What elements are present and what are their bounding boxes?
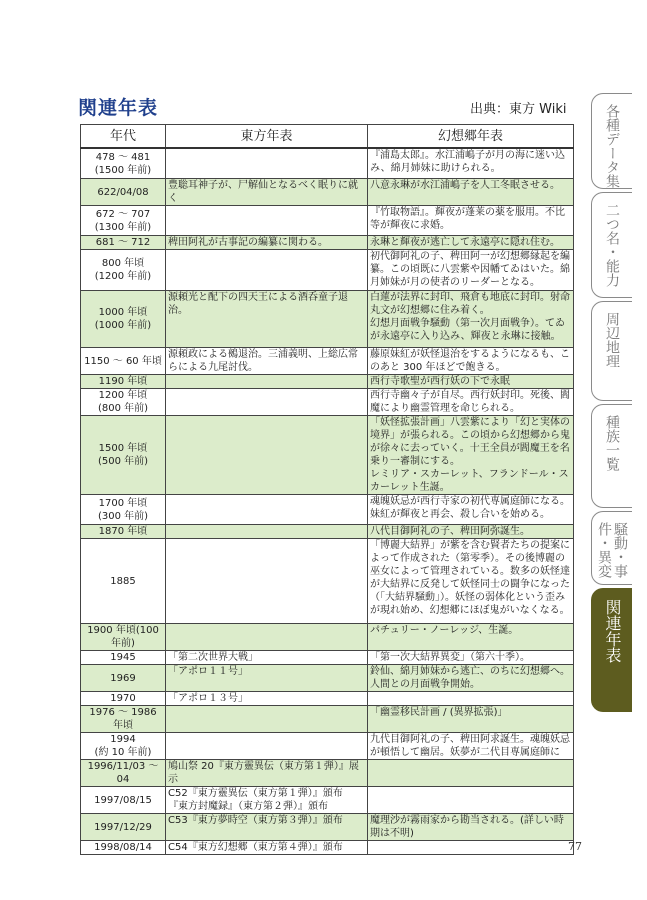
table-row bbox=[81, 179, 574, 206]
touhou-cell bbox=[166, 624, 368, 651]
year-cell: 1190 年頃 bbox=[81, 375, 166, 389]
column-header-gensokyo: 幻想郷年表 bbox=[368, 125, 574, 149]
touhou-cell bbox=[166, 706, 368, 733]
touhou-cell: 源頼政による鵺退治。三浦義明、上総広常らによる九尾討伐。 bbox=[166, 348, 368, 375]
year-cell: 1945 bbox=[81, 651, 166, 665]
touhou-cell: 豊聡耳神子が、尸解仙となるべく眠りに就く bbox=[166, 179, 368, 206]
page-number: 77 bbox=[568, 840, 582, 853]
year-cell: 1970 bbox=[81, 692, 166, 706]
year-cell: 672 ～ 707 (1300 年前) bbox=[81, 206, 166, 236]
page-title: 関連年表 bbox=[78, 97, 159, 119]
tab-3[interactable]: 周辺地理 bbox=[591, 301, 632, 401]
gensokyo-cell: 白蓮が法界に封印、飛倉も地底に封印。射命丸文が幻想郷に住み着く。 幻想月面戦争騒動（第一次月面戦争）。てゐが永遠亭に入り込み、輝夜と永琳に接触。 bbox=[368, 291, 574, 348]
touhou-cell bbox=[166, 733, 368, 760]
gensokyo-cell: 八代目御阿礼の子、稗田阿弥誕生。 bbox=[368, 525, 574, 539]
touhou-cell bbox=[166, 250, 368, 291]
year-cell: 478 ～ 481 (1500 年前) bbox=[81, 148, 166, 179]
gensokyo-cell: 「博麗大結界」が紫を含む賢者たちの提案によって作成された（第零季）。その後博麗の巫女によって管理されている。数多の妖怪達が大結界に反発して妖怪同士の闘争になった（「大結界騒動」）。妖怪の弱体化という歪みが現れ始め、幻想郷にほぼ鬼がいなくなる。 bbox=[368, 539, 574, 624]
tab-2[interactable]: 二つ名・能力 bbox=[591, 192, 632, 298]
year-cell: 1000 年頃 (1000 年前) bbox=[81, 291, 166, 348]
year-cell: 1994 (約 10 年前) bbox=[81, 733, 166, 760]
touhou-cell bbox=[166, 389, 368, 416]
table-row bbox=[81, 651, 574, 665]
gensokyo-cell: 八意永琳が水江浦嶋子を人工冬眠させる。 bbox=[368, 179, 574, 206]
year-cell: 1885 bbox=[81, 539, 166, 624]
table-row bbox=[81, 375, 574, 389]
gensokyo-cell: 『浦島太郎』。水江浦嶋子が月の海に迷い込み、綿月姉妹に助けられる。 bbox=[368, 148, 574, 179]
year-cell: 800 年頃 (1200 年前) bbox=[81, 250, 166, 291]
table-row bbox=[81, 787, 574, 814]
year-cell: 622/04/08 bbox=[81, 179, 166, 206]
year-cell: 1700 年頃 (300 年前) bbox=[81, 495, 166, 525]
year-cell: 1200 年頃 (800 年前) bbox=[81, 389, 166, 416]
gensokyo-cell: 九代目御阿礼の子、稗田阿求誕生。魂魄妖忌が頓悟して幽居。妖夢が二代目専属庭師に bbox=[368, 733, 574, 760]
tab-5[interactable]: 騒動・事件・異変 bbox=[591, 511, 632, 585]
table-row bbox=[81, 236, 574, 250]
gensokyo-cell bbox=[368, 787, 574, 814]
year-cell: 1870 年頃 bbox=[81, 525, 166, 539]
table-row bbox=[81, 692, 574, 706]
touhou-cell bbox=[166, 206, 368, 236]
table-row bbox=[81, 841, 574, 855]
gensokyo-cell: パチュリー・ノーレッジ、生誕。 bbox=[368, 624, 574, 651]
table-row bbox=[81, 665, 574, 692]
year-cell: 1998/08/14 bbox=[81, 841, 166, 855]
column-header-era: 年代 bbox=[81, 125, 166, 149]
tab-4[interactable]: 種族一覧 bbox=[591, 404, 632, 508]
gensokyo-cell: 西行寺幽々子が自尽。西行妖封印。死後、閻魔により幽霊管理を命じられる。 bbox=[368, 389, 574, 416]
column-header-touhou: 東方年表 bbox=[166, 125, 368, 149]
gensokyo-cell: 『竹取物語』。輝夜が蓬莱の薬を服用。不比等が輝夜に求婚。 bbox=[368, 206, 574, 236]
table-header-row bbox=[81, 125, 574, 149]
year-cell: 1997/12/29 bbox=[81, 814, 166, 841]
table-row bbox=[81, 539, 574, 624]
touhou-cell: C52『東方靈異伝（東方第１弾）』頒布 『東方封魔録』（東方第２弾）』頒布 bbox=[166, 787, 368, 814]
gensokyo-cell: 「第一次大結界異変」（第六十季）。 bbox=[368, 651, 574, 665]
gensokyo-cell: 「幽霊移民計画 / (異界拡張)」 bbox=[368, 706, 574, 733]
touhou-cell: 「第二次世界大戦」 bbox=[166, 651, 368, 665]
touhou-cell: 鳩山祭 20『東方靈異伝（東方第１弾）』展示 bbox=[166, 760, 368, 787]
table-row bbox=[81, 291, 574, 348]
touhou-cell: C53『東方夢時空（東方第３弾）』頒布 bbox=[166, 814, 368, 841]
table-row bbox=[81, 206, 574, 236]
touhou-cell bbox=[166, 416, 368, 495]
gensokyo-cell: 初代御阿礼の子、稗田阿一が幻想郷縁起を編纂。この頃既に八雲紫や因幡てゐはいた。綿月姉妹が月の使者のリーダーとなる。 bbox=[368, 250, 574, 291]
gensokyo-cell bbox=[368, 841, 574, 855]
gensokyo-cell bbox=[368, 692, 574, 706]
table-row bbox=[81, 814, 574, 841]
gensokyo-cell bbox=[368, 760, 574, 787]
year-cell: 1150 ～ 60 年頃 bbox=[81, 348, 166, 375]
touhou-cell bbox=[166, 375, 368, 389]
table-row bbox=[81, 525, 574, 539]
touhou-cell: 稗田阿礼が古事記の編纂に関わる。 bbox=[166, 236, 368, 250]
touhou-cell: 「アポロ１３号」 bbox=[166, 692, 368, 706]
touhou-cell: C54『東方幻想郷（東方第４弾）』頒布 bbox=[166, 841, 368, 855]
touhou-cell: 源頼光と配下の四天王による酒呑童子退治。 bbox=[166, 291, 368, 348]
table-row bbox=[81, 148, 574, 179]
gensokyo-cell: 魔理沙が霧雨家から勘当される。(詳しい時期は不明) bbox=[368, 814, 574, 841]
gensokyo-cell: 鈴仙、綿月姉妹から逃亡、のちに幻想郷へ。人間との月面戦争開始。 bbox=[368, 665, 574, 692]
table-row bbox=[81, 348, 574, 375]
table-row bbox=[81, 495, 574, 525]
gensokyo-cell: 「妖怪拡張計画」八雲紫により「幻と実体の境界」が張られる。この頃から幻想郷から鬼が徐々に去っていく。十王全員が閻魔王を名乗り一審制にする。 レミリア・スカーレット、フランドール・スカーレット生誕。 bbox=[368, 416, 574, 495]
touhou-cell: 「アポロ１１号」 bbox=[166, 665, 368, 692]
chronology-table bbox=[80, 124, 574, 855]
table-row bbox=[81, 416, 574, 495]
touhou-cell bbox=[166, 539, 368, 624]
year-cell: 1500 年頃 (500 年前) bbox=[81, 416, 166, 495]
table-row bbox=[81, 733, 574, 760]
table-row bbox=[81, 250, 574, 291]
year-cell: 1997/08/15 bbox=[81, 787, 166, 814]
gensokyo-cell: 永琳と輝夜が逃亡して永遠亭に隠れ住む。 bbox=[368, 236, 574, 250]
tab-6[interactable]: 関連年表 bbox=[591, 588, 632, 712]
year-cell: 1900 年頃(100 年前) bbox=[81, 624, 166, 651]
table-row bbox=[81, 389, 574, 416]
table-row bbox=[81, 706, 574, 733]
year-cell: 1969 bbox=[81, 665, 166, 692]
touhou-cell bbox=[166, 148, 368, 179]
year-cell: 1976 ～ 1986 年頃 bbox=[81, 706, 166, 733]
tab-1[interactable]: 各種データ集 bbox=[591, 93, 632, 189]
touhou-cell bbox=[166, 495, 368, 525]
table-row bbox=[81, 760, 574, 787]
year-cell: 681 ～ 712 bbox=[81, 236, 166, 250]
table-row bbox=[81, 624, 574, 651]
gensokyo-cell: 藤原妹紅が妖怪退治をするようになるも、このあと 300 年ほどで飽きる。 bbox=[368, 348, 574, 375]
gensokyo-cell: 西行寺歌聖が西行妖の下で永眠 bbox=[368, 375, 574, 389]
year-cell: 1996/11/03 ～ 04 bbox=[81, 760, 166, 787]
source-label: 出典：東方 Wiki bbox=[470, 102, 567, 117]
gensokyo-cell: 魂魄妖忌が西行寺家の初代専属庭師になる。妹紅が輝夜と再会、殺し合いを始める。 bbox=[368, 495, 574, 525]
touhou-cell bbox=[166, 525, 368, 539]
